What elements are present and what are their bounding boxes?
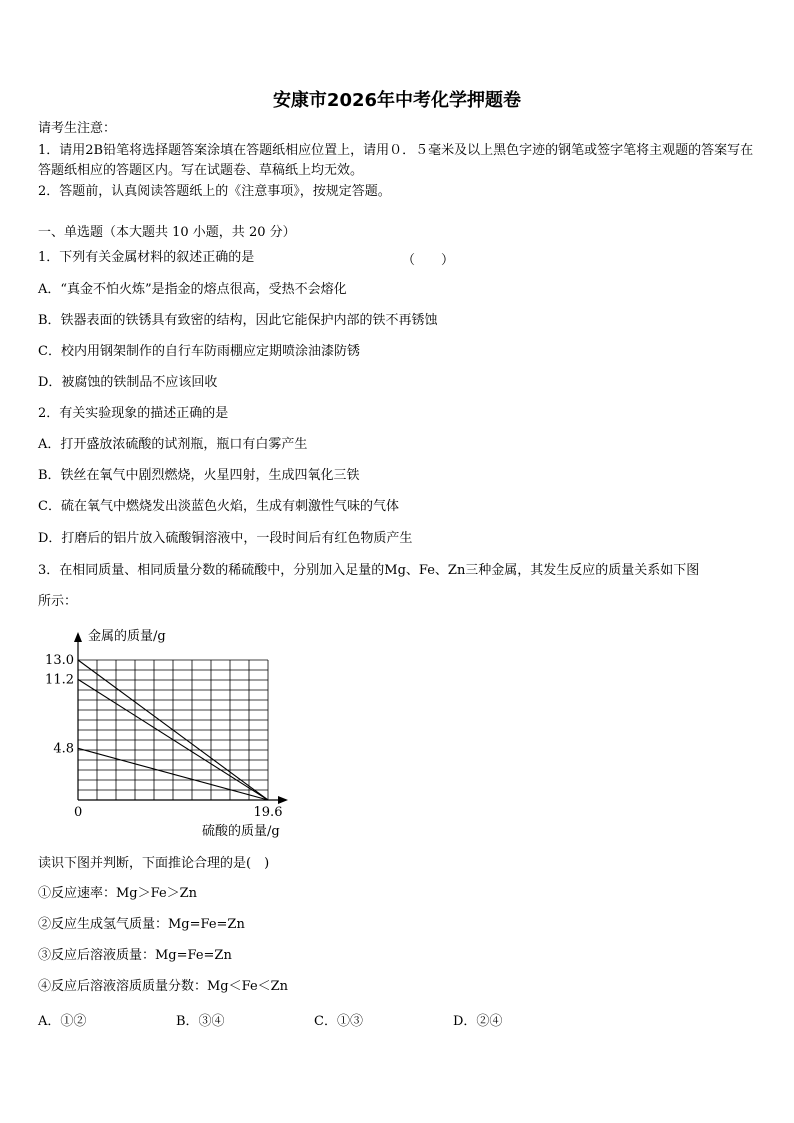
q3-choice-a: A．①② xyxy=(38,1014,87,1029)
page-title: 安康市2026年中考化学押题卷 xyxy=(272,90,522,111)
q3-choice-c: C．①③ xyxy=(314,1014,363,1029)
y-tick-label: 4.8 xyxy=(53,741,74,757)
y-axis-arrow xyxy=(74,632,82,642)
chart-axes xyxy=(74,632,288,804)
q3-stem-line2: 所示： xyxy=(38,594,78,609)
q1-option-d: D．被腐蚀的铁制品不应该回收 xyxy=(38,375,218,390)
q3-statement-3: ③反应后溶液质量：Mg=Fe=Zn xyxy=(38,948,232,963)
q2-option-d: D．打磨后的铝片放入硫酸铜溶液中，一段时间后有红色物质产生 xyxy=(38,531,413,546)
chart-tick-labels xyxy=(45,653,282,820)
notice-heading: 请考生注意： xyxy=(38,121,117,136)
x-axis-arrow xyxy=(278,796,288,804)
q1-option-a: A．“真金不怕火炼”是指金的熔点很高，受热不会熔化 xyxy=(38,282,347,297)
y-axis-label: 金属的质量/g xyxy=(88,629,166,644)
q3-choice-d: D．②④ xyxy=(453,1014,503,1029)
notice-item-1: 1．请用2B铅笔将选择题答案涂填在答题纸相应位置上，请用０．５毫米及以上黑色字迹的钢笔或签字笔将主观题的答案写在答题纸相应的答题区内。写在试题卷、草稿纸上均无效。 xyxy=(38,143,754,178)
x-tick-label: 19.6 xyxy=(253,805,283,820)
x-axis-label: 硫酸的质量/g xyxy=(202,824,280,839)
q3-chart xyxy=(40,620,300,849)
q3-statement-4: ④反应后溶液溶质质量分数：Mg＜Fe＜Zn xyxy=(38,979,289,994)
q3-choice-b: B．③④ xyxy=(176,1014,225,1029)
q1-stem: 1．下列有关金属材料的叙述正确的是 xyxy=(38,250,255,265)
y-tick-label: 11.2 xyxy=(45,672,74,688)
q2-option-b: B．铁丝在氧气中剧烈燃烧，火星四射，生成四氧化三铁 xyxy=(38,468,360,483)
origin-label: 0 xyxy=(74,805,83,820)
q2-option-c: C．硫在氧气中燃烧发出淡蓝色火焰，生成有刺激性气味的气体 xyxy=(38,499,399,514)
q1-answer-paren: （ ） xyxy=(402,253,455,268)
q3-statement-1: ①反应速率：Mg＞Fe＞Zn xyxy=(38,886,198,901)
q3-stem-line1: 3．在相同质量、相同质量分数的稀硫酸中，分别加入足量的Mg、Fe、Zn三种金属，其发生反应的质量关系如下图 xyxy=(38,563,700,578)
q2-stem: 2．有关实验现象的描述正确的是 xyxy=(38,406,229,421)
q3-statement-2: ②反应生成氢气质量：Mg=Fe=Zn xyxy=(38,917,245,932)
q1-option-b: B．铁器表面的铁锈具有致密的结构，因此它能保护内部的铁不再锈蚀 xyxy=(38,313,438,328)
mass-relationship-chart xyxy=(40,620,300,845)
y-tick-label: 13.0 xyxy=(45,653,74,668)
q3-prompt: 读识下图并判断，下面推论合理的是( ) xyxy=(38,856,270,871)
q1-option-c: C．校内用钢架制作的自行车防雨棚应定期喷涂油漆防锈 xyxy=(38,344,360,359)
q2-option-a: A．打开盛放浓硫酸的试剂瓶，瓶口有白雾产生 xyxy=(38,437,308,452)
section-heading: 一、单选题（本大题共 10 小题，共 20 分） xyxy=(38,225,296,240)
notice-item-2: 2．答题前，认真阅读答题纸上的《注意事项》，按规定答题。 xyxy=(38,184,391,199)
